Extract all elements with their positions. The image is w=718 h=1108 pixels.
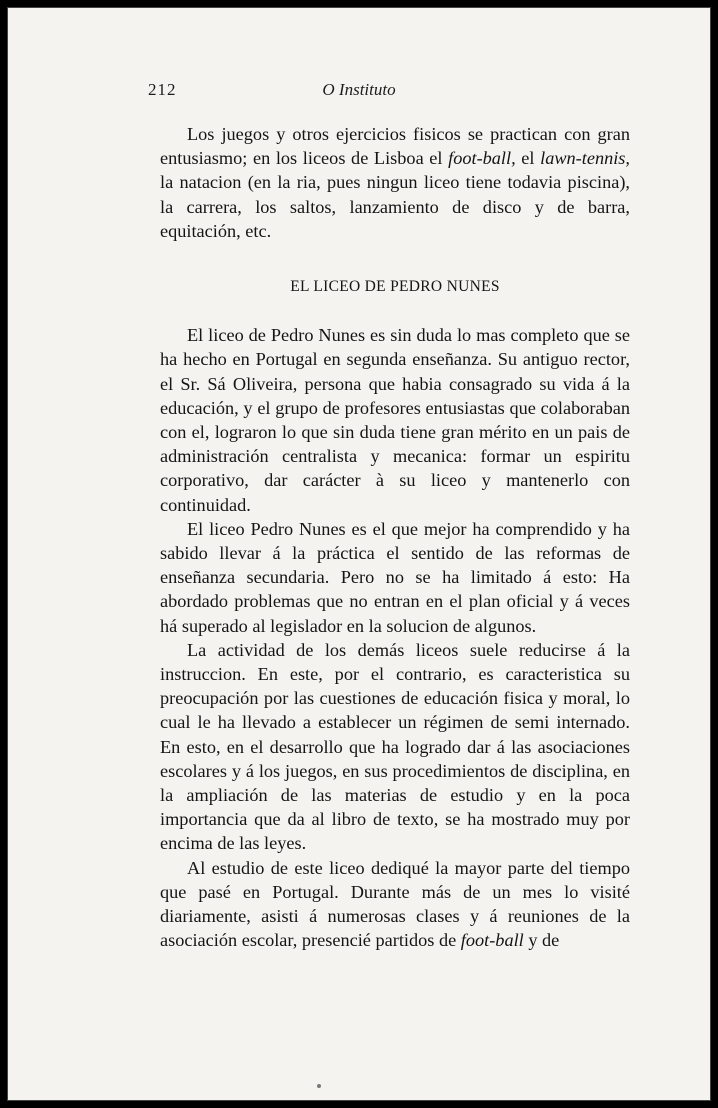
- paragraph-liceo-reforms: El liceo Pedro Nunes es el que mejor ha comprendido y ha sabido llevar á la práctica el sentido de las reformas de enseñanza secundaria. Pero no se ha limitado á esto: Ha abordado problemas que no entran en el plan oficial y á veces há superado al legislador en la solucion de algunos.: [160, 518, 630, 636]
- paragraph-liceo-study-text-2: y de: [523, 930, 560, 951]
- page-body: [160, 122, 630, 953]
- bottom-dot: [317, 1084, 321, 1088]
- paragraph-liceo-activity: La actividad de los demás liceos suele reducirse á la instruccion. En este, por el contrario, es caracteristica su preocupación por las cuestiones de educación fisica y moral, lo cual le ha llevado a establecer un régimen de semi internado. En esto, en el desarrollo que ha logrado dar á las asociaciones escolares y á los juegos, en sus procedimientos de disciplina, en la ampliación de las materias de estudio y en la poca importancia que da al libro de texto, se ha mostrado muy por encima de las leyes.: [160, 639, 630, 854]
- paragraph-sports-italic-lawn-tennis: lawn-tennis,: [540, 148, 630, 169]
- running-title: O Instituto: [322, 80, 396, 99]
- paragraph-sports-text-2: el: [515, 148, 541, 169]
- paragraph-sports-text-3: la natacion (en la ria, pues ningun liceo tiene todavia piscina), la carrera, los saltos, lanzamiento de disco y de barra, equitación, etc.: [160, 172, 630, 241]
- page-header: [8, 80, 710, 104]
- paragraph-liceo-study-text-1: Al estudio de este liceo dediqué la mayor parte del tiempo que pasé en Portugal. Durante más de un mes lo visité diariamente, asisti á numerosas clases y á reuniones de la asociación escolar, presencié partidos de: [160, 857, 630, 951]
- section-title: EL LICEO DE PEDRO NUNES: [290, 278, 500, 296]
- paragraph-sports-italic-football: foot-ball,: [448, 148, 516, 169]
- book-page: [7, 7, 711, 1101]
- paragraph-liceo-study-italic-football: foot-ball: [460, 930, 524, 951]
- paragraph-liceo-study: [160, 856, 630, 953]
- paragraph-sports-text-1: Los juegos y otros ejercicios fisicos se practican con gran entusiasmo; en los liceos de Lisboa el: [160, 124, 630, 169]
- page-number: 212: [148, 80, 177, 99]
- paragraph-sports: [160, 122, 630, 243]
- paragraph-liceo-intro: El liceo de Pedro Nunes es sin duda lo mas completo que se ha hecho en Portugal en segunda enseñanza. Su antiguo rector, el Sr. Sá Oliveira, persona que habia consagrado su vida á la educación, y el grupo de profesores entusiastas que colaboraban con el, lograron lo que sin duda tiene gran mérito en un pais de administración centralista y mecanica: formar un espiritu corporativo, dar carácter à su liceo y mantenerlo con continuidad.: [160, 325, 630, 515]
